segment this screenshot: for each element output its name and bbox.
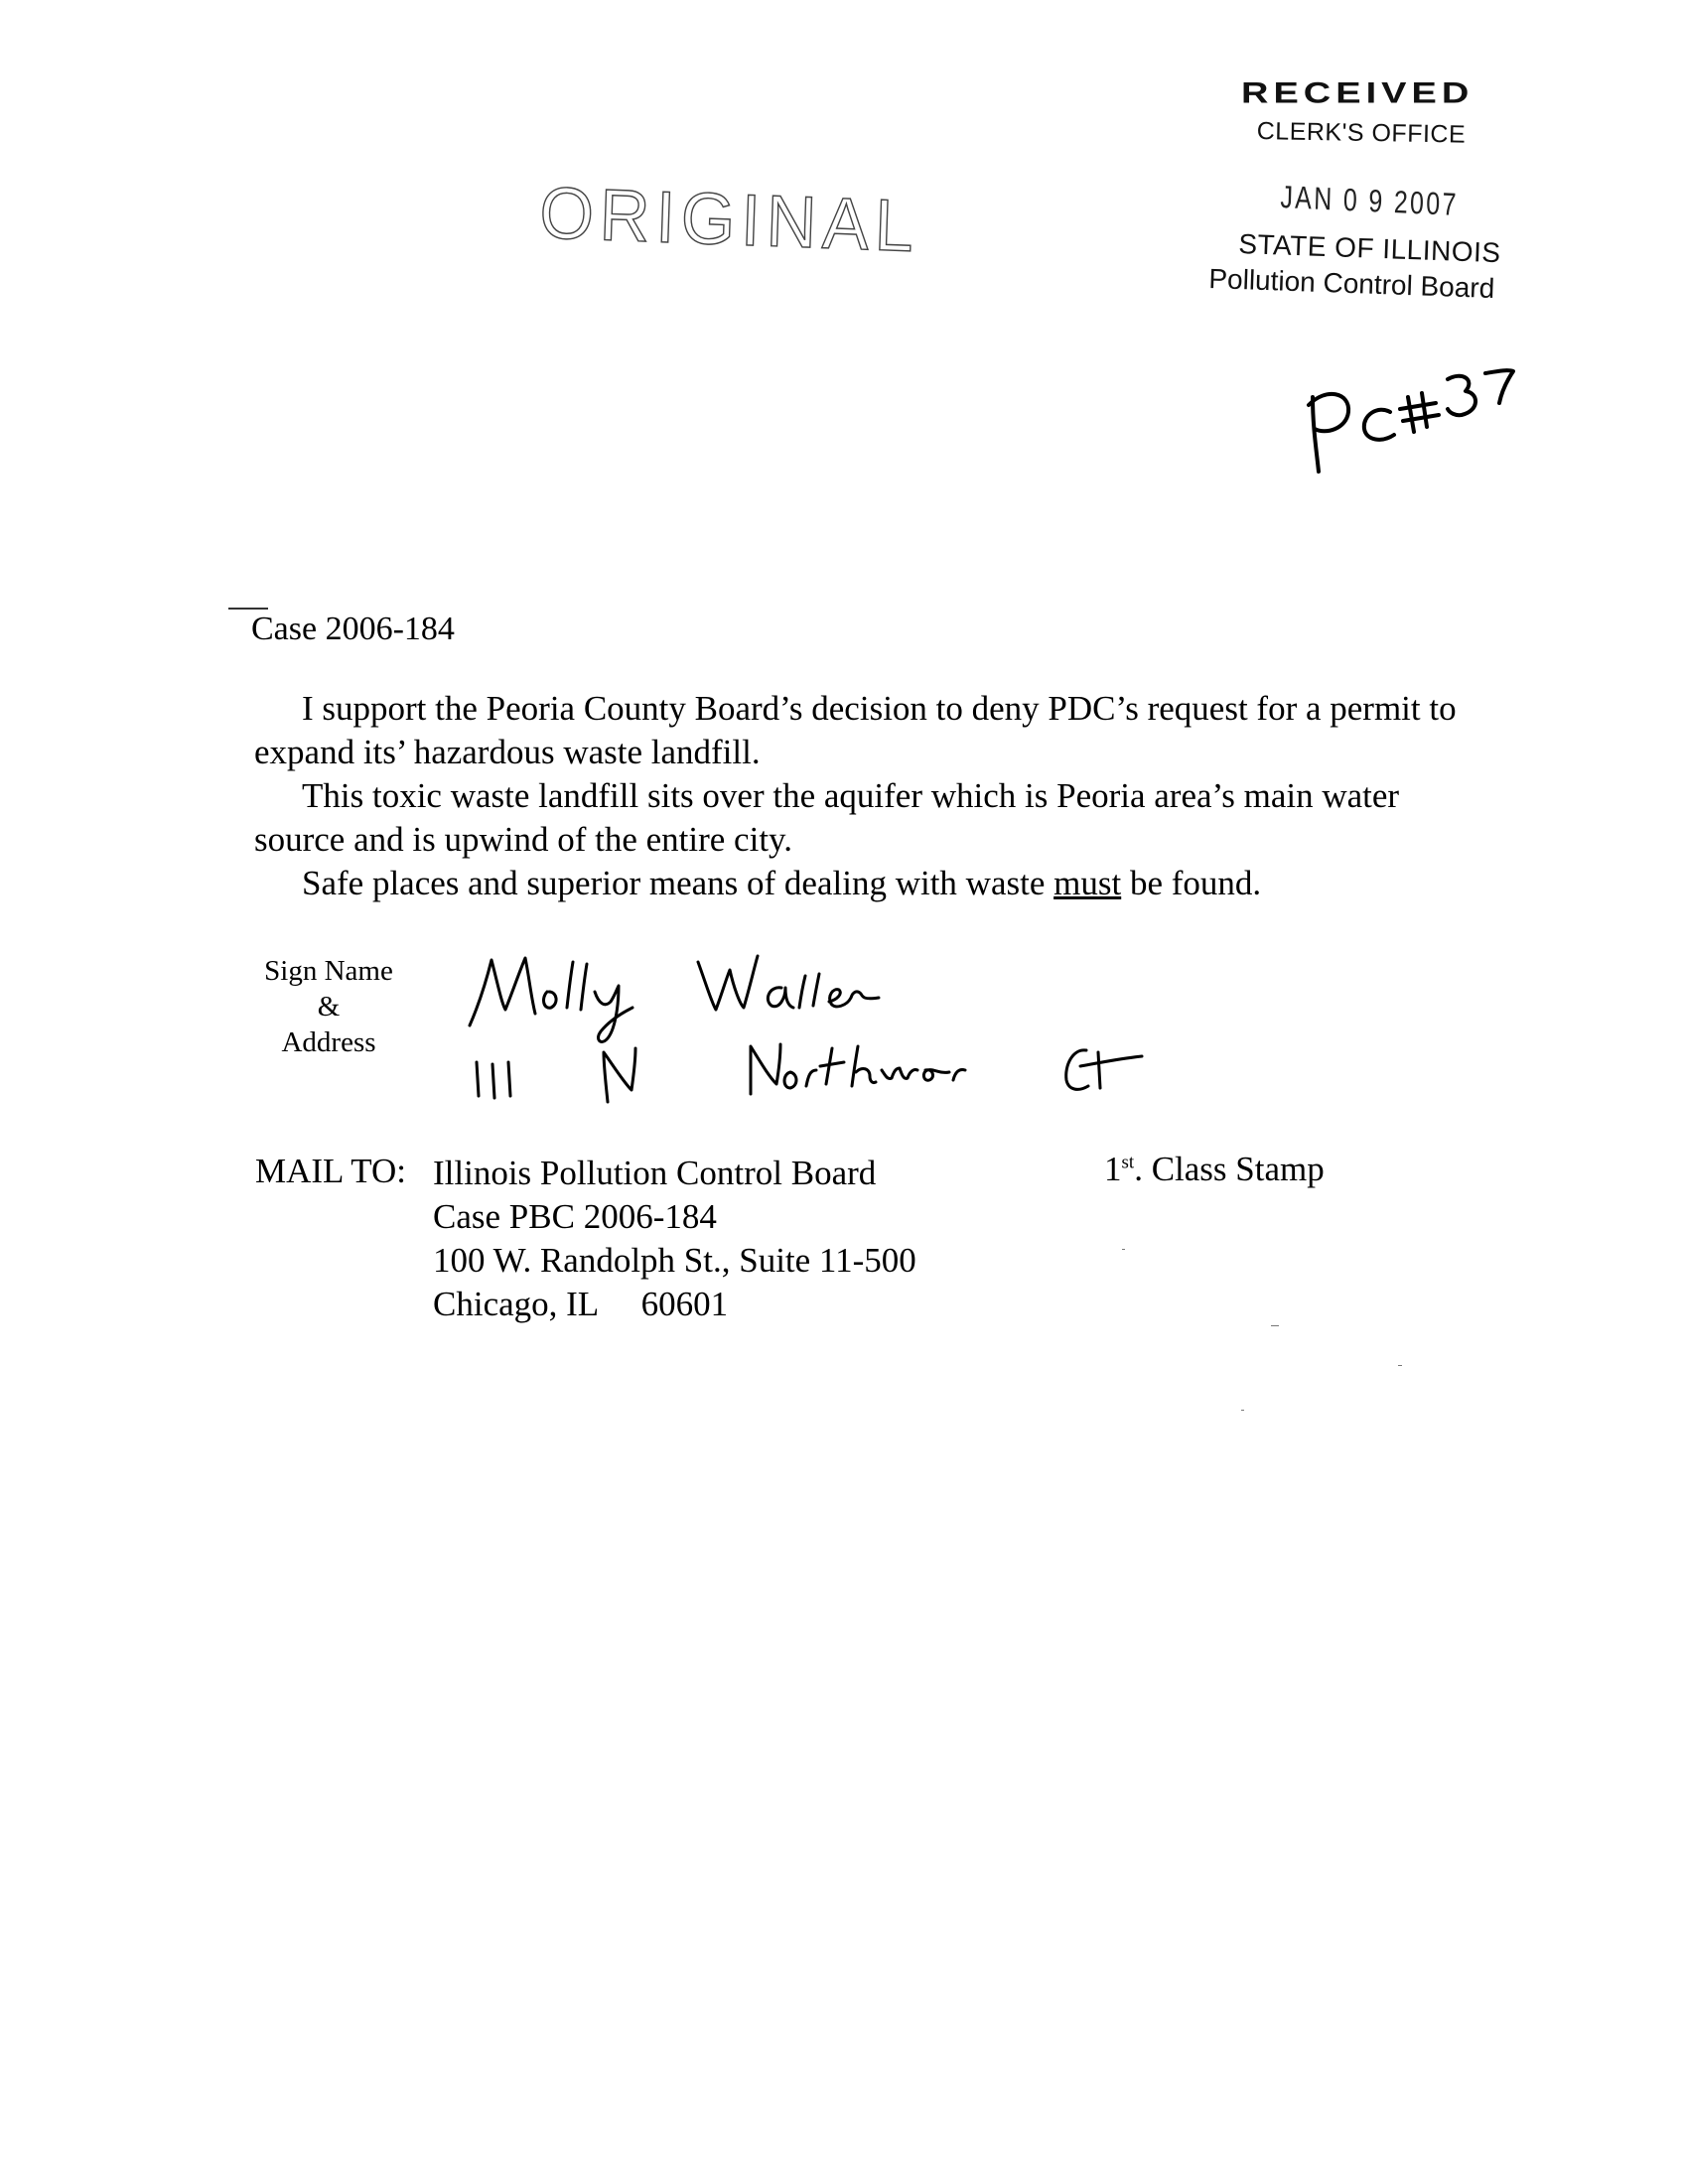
emphasis-must: must: [1053, 864, 1122, 902]
sign-label-line: &: [317, 991, 341, 1023]
stamp-date: JAN 0 9 2007: [1280, 179, 1460, 223]
letter-body: [254, 687, 1485, 905]
case-dash: [228, 608, 268, 610]
paragraph-support: I support the Peoria County Board’s decision to deny PDC’s request for a permit to expand its’ hazardous waste landfill.: [254, 689, 1457, 771]
mailing-address-line: Illinois Pollution Control Board: [433, 1154, 877, 1192]
scan-speck: [1271, 1325, 1279, 1326]
mailing-address-line: Case PBC 2006-184: [433, 1197, 717, 1236]
sign-label: [254, 953, 403, 1060]
handwritten-tag: [1291, 357, 1519, 486]
signature-address: [467, 1032, 1182, 1142]
paragraph-safe-places-start: Safe places and superior means of dealing with waste: [302, 864, 1054, 902]
sign-label-line: Address: [281, 1026, 376, 1058]
stamp-office-text: CLERK'S OFFICE: [1256, 117, 1467, 149]
stamp-board-text: Pollution Control Board: [1207, 263, 1495, 305]
scan-speck: [1241, 1410, 1244, 1411]
postage-stamp-note: [1104, 1150, 1325, 1189]
original-stamp: ORIGINAL: [538, 172, 921, 267]
case-title: Case 2006-184: [251, 611, 455, 647]
stamp-note-text: . Class Stamp: [1134, 1150, 1325, 1188]
mail-to-label: MAIL TO:: [255, 1152, 406, 1190]
scan-speck: [1122, 1249, 1125, 1250]
stamp-state-text: STATE OF ILLINOIS: [1237, 228, 1502, 269]
stamp-note-number: 1: [1104, 1150, 1122, 1188]
stamp-note-suffix: st: [1121, 1152, 1135, 1173]
scan-speck: [1398, 1365, 1402, 1366]
sign-label-line: Sign Name: [264, 955, 393, 987]
mailing-address-line: Chicago, IL 60601: [433, 1285, 729, 1323]
paragraph-safe-places: [254, 862, 1485, 905]
mailing-address-line: 100 W. Randolph St., Suite 11-500: [433, 1241, 916, 1280]
stamp-received-text: RECEIVED: [1241, 77, 1474, 110]
paragraph-aquifer: This toxic waste landfill sits over the aquifer which is Peoria area’s main water source and is upwind of the entire city.: [254, 776, 1400, 859]
mailing-address: [433, 1152, 916, 1326]
paragraph-safe-places-end: be found.: [1121, 864, 1262, 902]
